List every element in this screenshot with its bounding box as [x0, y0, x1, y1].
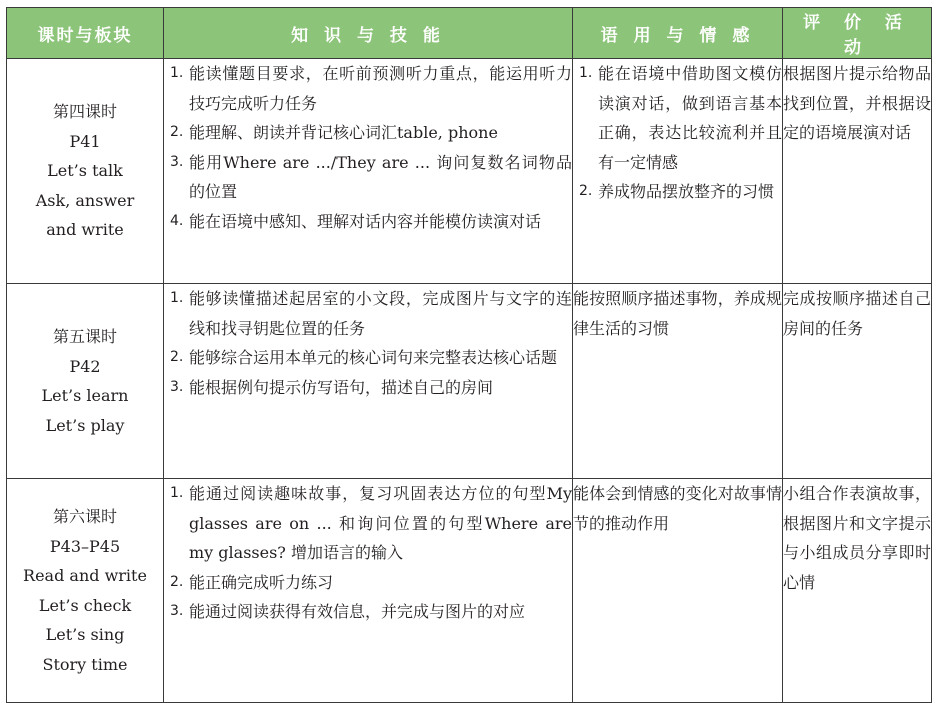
evaluation-cell: 完成按顺序描述自己房间的任务 [783, 284, 932, 479]
header-evaluation: 评 价 活 动 [783, 8, 932, 59]
lesson-cell [7, 59, 164, 284]
lesson-cell [7, 284, 164, 479]
list-item: 2. 能正确完成听力练习 [170, 572, 334, 592]
lesson-plan-table [6, 7, 932, 703]
lesson-line: P41 [69, 131, 101, 151]
lesson-line: Let’s check [38, 595, 132, 615]
lesson-line: Let’s talk [47, 161, 123, 181]
table-row [7, 479, 932, 703]
lesson-line: Let’s play [45, 415, 125, 435]
lesson-line: P43–P45 [49, 536, 121, 556]
lesson-line: Story time [42, 654, 128, 674]
list-item: 2. 能够综合运用本单元的核心词句来完整表达核心话题 [170, 348, 558, 367]
lesson-line: Let’s sing [45, 625, 125, 644]
list-item: 1. 能读懂题目要求，在听前预测听力重点，能运用听力技巧完成听力任务 [170, 64, 572, 113]
lesson-line: 第六课时 [52, 507, 117, 526]
lesson-line: Ask, answer [35, 190, 135, 210]
knowledge-cell [164, 479, 573, 703]
list-item: 3. 能用Where are .../They are ... 询问复数名词物品的位置 [170, 152, 572, 201]
header-row [7, 8, 932, 59]
table-row [7, 59, 932, 284]
list-item: 3. 能通过阅读获得有效信息，并完成与图片的对应 [170, 602, 526, 621]
knowledge-cell [164, 59, 573, 284]
table-row [7, 284, 932, 479]
list-item: 2. 养成物品摆放整齐的习惯 [579, 182, 775, 201]
lesson-cell [7, 479, 164, 703]
list-item: 4. 能在语境中感知、理解对话内容并能模仿读演对话 [170, 211, 542, 231]
evaluation-cell: 小组合作表演故事，根据图片和文字提示与小组成员分享即时心情 [783, 479, 932, 703]
usage-cell: 能按照顺序描述事物，养成规律生活的习惯 [573, 284, 783, 479]
evaluation-cell: 根据图片提示给物品找到位置，并根据设定的语境展演对话 [783, 59, 932, 284]
list-item: 1. 能通过阅读趣味故事，复习巩固表达方位的句型My glasses are on ... 和询问位置的句型Where are my glasses? 增加语言的输入 [170, 484, 572, 562]
knowledge-cell [164, 284, 573, 479]
lesson-line: 第四课时 [52, 102, 117, 122]
list-item: 1. 能够读懂描述起居室的小文段，完成图片与文字的连线和找寻钥匙位置的任务 [170, 289, 572, 338]
lesson-line: and write [46, 220, 124, 240]
list-item: 3. 能根据例句提示仿写语句，描述自己的房间 [170, 377, 494, 397]
usage-cell: 能体会到情感的变化对故事情节的推动作用 [573, 479, 783, 703]
lesson-line: Read and write [23, 566, 147, 585]
list-item: 2. 能理解、朗读并背记核心词汇table, phone [170, 123, 498, 142]
header-usage: 语 用 与 情 感 [573, 8, 783, 59]
header-lesson: 课时与板块 [7, 8, 164, 59]
usage-cell [573, 59, 783, 284]
lesson-line: P42 [69, 356, 101, 376]
list-item: 1. 能在语境中借助图文模仿读演对话，做到语言基本正确，表达比较流利并且有一定情感 [579, 64, 782, 172]
header-knowledge: 知 识 与 技 能 [164, 8, 573, 59]
lesson-line: 第五课时 [52, 327, 117, 346]
lesson-line: Let’s learn [41, 386, 129, 405]
